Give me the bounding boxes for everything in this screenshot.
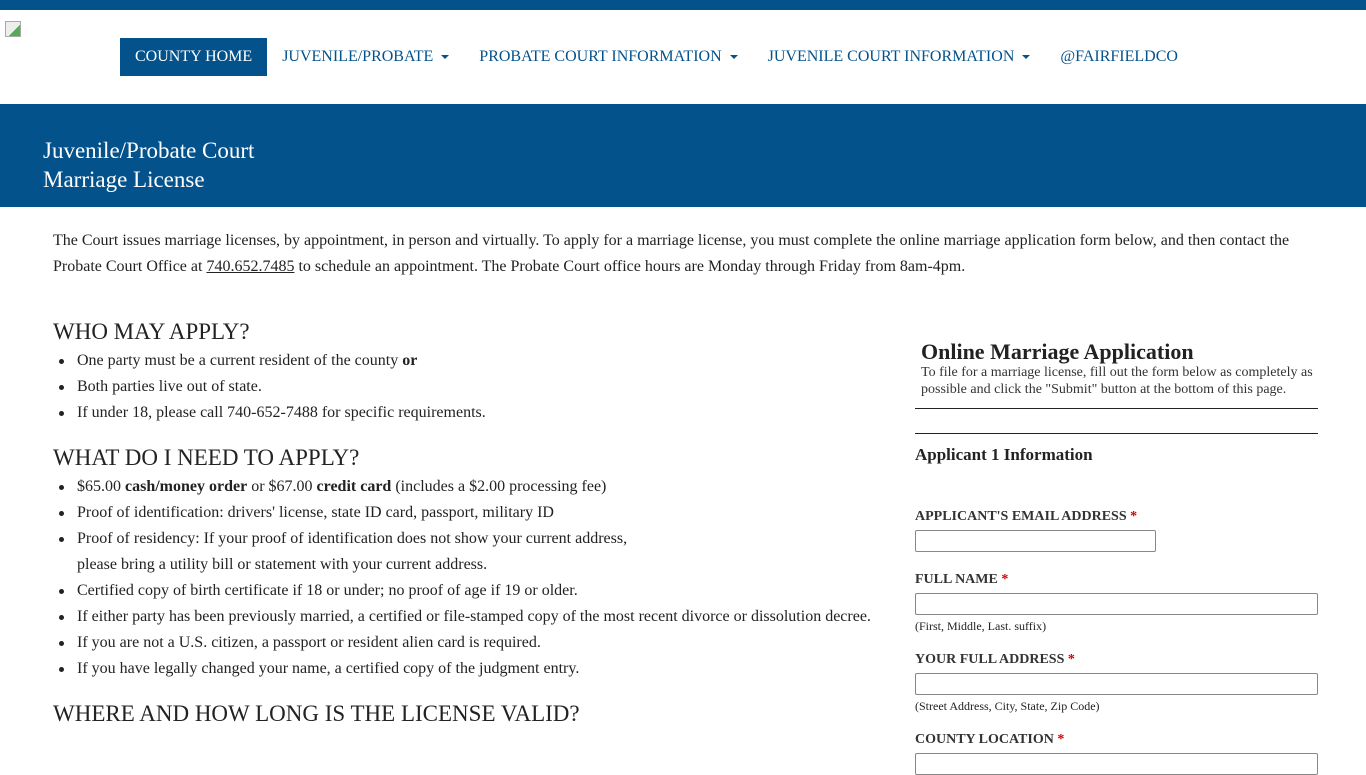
marriage-application-form <box>915 340 1318 775</box>
field-hint: (First, Middle, Last. suffix) <box>915 619 1047 633</box>
main-nav <box>120 38 1193 76</box>
intro-text: The Court issues marriage licenses, by appointment, in person and virtually. To apply for a marriage license, you must complete the online marriage application form below, and then contact the Probate Court Office at <box>53 232 1290 275</box>
field-label <box>915 732 1318 748</box>
divider <box>915 433 1318 434</box>
caret-down-icon <box>441 55 449 59</box>
nav-juvenile-probate[interactable] <box>267 38 464 76</box>
field-label <box>915 572 1318 588</box>
required-mark: * <box>1057 732 1065 747</box>
field-label <box>915 509 1318 525</box>
intro-paragraph <box>53 228 1313 280</box>
required-mark: * <box>1001 572 1009 587</box>
list-item: If under 18, please call 740-652-7488 for specific requirements. <box>53 400 883 426</box>
divider <box>915 408 1318 409</box>
form-description: To file for a marriage license, fill out the form below as completely as possible and click the "Submit" button at the bottom of this page. <box>921 365 1313 397</box>
top-bar <box>0 0 1366 10</box>
caret-down-icon <box>730 55 738 59</box>
list-item: One party must be a current resident of the county or <box>53 348 883 374</box>
text-input[interactable] <box>915 753 1318 775</box>
text-input[interactable] <box>915 530 1156 552</box>
nav-label: COUNTY HOME <box>135 48 253 65</box>
nav-juvenile-court-information[interactable] <box>753 38 1046 76</box>
nav-fairfieldco[interactable] <box>1045 38 1193 76</box>
label-text: YOUR FULL ADDRESS <box>915 652 1065 667</box>
intro-text: to schedule an appointment. The Probate Court office hours are Monday through Friday from 8am-4pm. <box>294 258 966 275</box>
list-item: If you have legally changed your name, a certified copy of the judgment entry. <box>53 656 883 682</box>
list-item: Proof of residency: If your proof of identification does not show your current address, please bring a utility bill or statement with your current address. <box>53 526 883 578</box>
section-heading: WHO MAY APPLY? <box>53 319 250 344</box>
label-text: COUNTY LOCATION <box>915 732 1054 747</box>
requirements-column <box>53 318 883 746</box>
nav-probate-court-information[interactable] <box>464 38 752 76</box>
text-input[interactable] <box>915 593 1318 615</box>
list-item: $65.00 cash/money order or $67.00 credit card (includes a $2.00 processing fee) <box>53 474 883 500</box>
field-hint: (Street Address, City, State, Zip Code) <box>915 699 1100 713</box>
nav-label: JUVENILE/PROBATE <box>282 48 434 65</box>
list-item: Both parties live out of state. <box>53 374 883 400</box>
caret-down-icon <box>1022 55 1030 59</box>
label-text: APPLICANT'S EMAIL ADDRESS <box>915 509 1127 524</box>
logo-image-broken[interactable] <box>5 21 21 37</box>
nav-county-home[interactable] <box>120 38 267 76</box>
nav-label: @FAIRFIELDCO <box>1060 48 1178 65</box>
requirements-list <box>53 474 883 682</box>
list-item: If either party has been previously married, a certified or file-stamped copy of the most recent divorce or dissolution decree. <box>53 604 883 630</box>
banner-title: Juvenile/Probate Court <box>43 138 255 163</box>
form-title: Online Marriage Application <box>921 339 1194 364</box>
list-item: Certified copy of birth certificate if 18 or under; no proof of age if 19 or older. <box>53 578 883 604</box>
label-text: FULL NAME <box>915 572 998 587</box>
list-item: If you are not a U.S. citizen, a passport or resident alien card is required. <box>53 630 883 656</box>
text-input[interactable] <box>915 673 1318 695</box>
nav-label: PROBATE COURT INFORMATION <box>479 48 722 65</box>
section-heading: WHERE AND HOW LONG IS THE LICENSE VALID? <box>53 701 580 726</box>
nav-label: JUVENILE COURT INFORMATION <box>767 48 1015 65</box>
required-mark: * <box>1130 509 1138 524</box>
field-label <box>915 652 1318 668</box>
requirements-list <box>53 348 883 426</box>
page-banner <box>0 104 1366 207</box>
section-heading: Applicant 1 Information <box>915 445 1093 464</box>
section-heading: WHAT DO I NEED TO APPLY? <box>53 445 360 470</box>
list-item: Proof of identification: drivers' license, state ID card, passport, military ID <box>53 500 883 526</box>
required-mark: * <box>1067 652 1075 667</box>
banner-subtitle: Marriage License <box>43 167 205 192</box>
phone-link[interactable]: 740.652.7485 <box>206 258 295 275</box>
